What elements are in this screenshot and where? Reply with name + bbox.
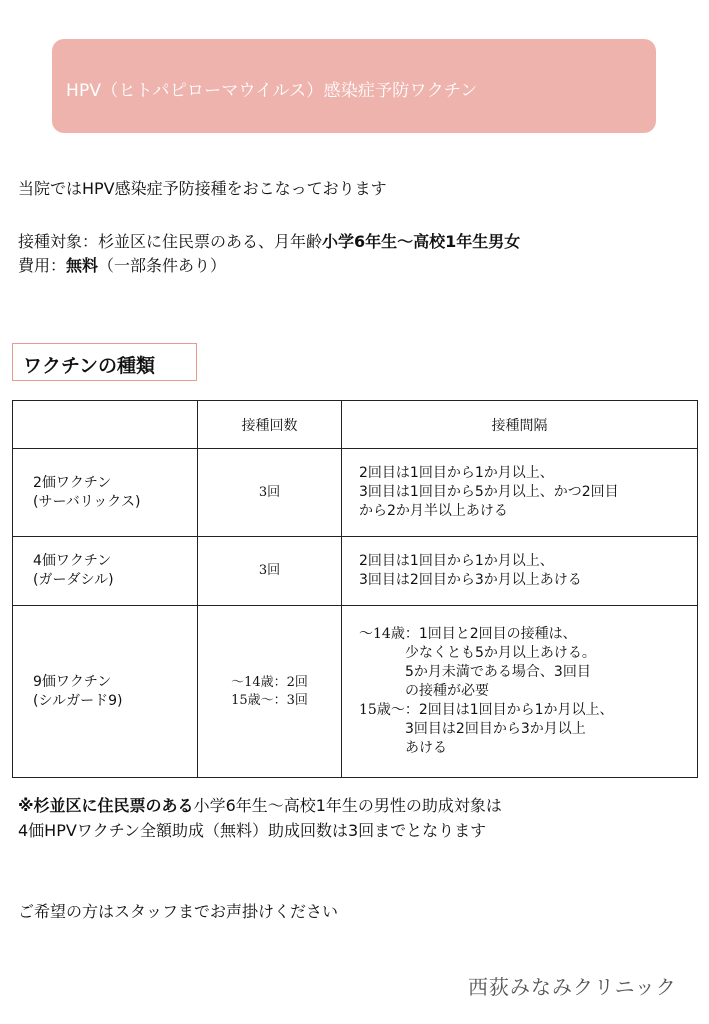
closing-text: ご希望の方はスタッフまでお声掛けください [18, 902, 339, 921]
table-row [13, 537, 698, 606]
vaccine-table [12, 400, 698, 778]
vaccine-name: 4価ワクチン (ガーダシル) [13, 537, 198, 606]
cost-line [18, 256, 226, 276]
vaccine-count: ～14歳：2回 15歳～：3回 [198, 606, 342, 778]
vaccine-types-heading [12, 343, 197, 381]
table-row [13, 606, 698, 778]
age-label-under-14: ～14歳 [359, 626, 405, 642]
table-header-empty [13, 401, 198, 449]
cost-free: 無料 [66, 256, 99, 275]
intro-line: 当院ではHPV感染症予防接種をおこなっております [18, 179, 387, 198]
age-label-15-plus: 15歳～ [359, 702, 405, 718]
table-header-row [13, 401, 698, 449]
target-grades: 小学6年生～高校1年生男女 [322, 232, 521, 251]
subsidy-note: ※杉並区に住民票のある小学6年生～高校1年生の男性の助成対象は 4価HPVワクチン全額助成（無料）助成回数は3回までとなります [18, 796, 502, 840]
title-banner [52, 39, 656, 133]
table-header-count: 接種回数 [198, 401, 342, 449]
banner-title: HPV（ヒトパピローマウイルス）感染症予防ワクチン [66, 81, 478, 101]
vaccine-count: 3回 [198, 537, 342, 606]
vaccine-interval: 2回目は1回目から1か月以上、 3回目は1回目から5か月以上、かつ2回目 から2か月半以上あける [342, 449, 698, 537]
cost-prefix: 費用： [18, 256, 67, 275]
section-heading-text: ワクチンの種類 [23, 355, 156, 377]
target-line [18, 232, 520, 252]
vaccine-name: 9価ワクチン (シルガード9) [13, 606, 198, 778]
vaccine-interval: ～14歳：1回目と2回目の接種は、 少なくとも5か月以上あける。 5か月未満である場合、3回目 の接種が必要 15歳～：2回目は1回目から1か月以上、 3回目は2回目から3か月以上 あける [342, 606, 698, 778]
target-prefix: 接種対象：杉並区に住民票のある、月年齢 [18, 232, 323, 251]
table-row [13, 449, 698, 537]
table-header-interval: 接種間隔 [342, 401, 698, 449]
note-bold: ※杉並区に住民票のある [18, 796, 194, 815]
vaccine-name: 2価ワクチン (サーバリックス) [13, 449, 198, 537]
cost-suffix: （一部条件あり） [98, 256, 227, 275]
vaccine-count: 3回 [198, 449, 342, 537]
vaccine-interval: 2回目は1回目から1か月以上、 3回目は2回目から3か月以上あける [342, 537, 698, 606]
clinic-name: 西荻みなみクリニック [468, 975, 677, 999]
